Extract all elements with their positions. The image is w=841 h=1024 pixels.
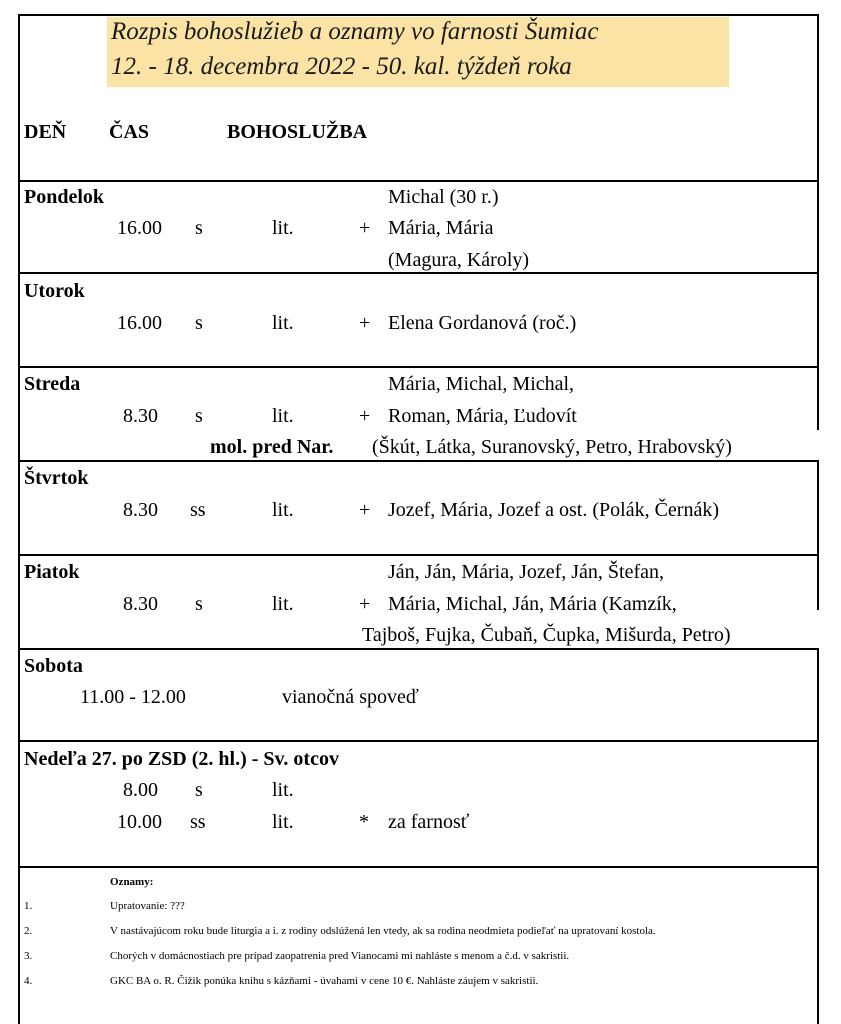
announcement-number: 4.	[24, 975, 33, 987]
day-wednesday: Streda	[24, 373, 81, 395]
prayer-label: mol. pred Nar.	[210, 436, 334, 458]
living-mark: *	[359, 811, 369, 833]
liturgy-label: lit.	[272, 779, 294, 801]
service-time: 16.00	[117, 217, 162, 239]
announcement-number: 2.	[24, 925, 33, 937]
row-divider	[18, 272, 819, 274]
frame-right-border	[817, 460, 819, 610]
frame-left-border	[18, 14, 20, 1024]
intention-line: Ján, Ján, Mária, Jozef, Ján, Štefan,	[388, 561, 665, 583]
intention-line: (Magura, Károly)	[388, 249, 530, 271]
title-line-1: Rozpis bohoslužieb a oznamy vo farnosti Šumiac	[111, 18, 599, 45]
day-tuesday: Utorok	[24, 280, 85, 302]
deceased-mark: +	[359, 217, 371, 239]
deceased-mark: +	[359, 405, 371, 427]
title-line-2: 12. - 18. decembra 2022 - 50. kal. týždeň roka	[111, 53, 572, 80]
liturgy-label: lit.	[272, 217, 294, 239]
deceased-mark: +	[359, 312, 371, 334]
row-divider	[18, 740, 819, 742]
announcement-text: GKC BA o. R. Čižik ponúka knihu s kázňami - úvahami v cene 10 €. Nahláste záujem v sakristii.	[110, 975, 539, 987]
intention-line: Michal (30 r.)	[388, 186, 499, 208]
header-time: ČAS	[109, 121, 150, 143]
deceased-mark: +	[359, 593, 371, 615]
service-time: 11.00 - 12.00	[80, 686, 186, 708]
row-divider	[18, 554, 819, 556]
service-type: ss	[190, 811, 206, 833]
service-time: 8.30	[123, 405, 158, 427]
announcement-number: 3.	[24, 950, 33, 962]
announcement-text: V nastávajúcom roku bude liturgia a i. z rodiny odslúžená len vtedy, ak sa rodina neodmieta podieľať na upratovaní kostola.	[110, 925, 656, 937]
liturgy-label: lit.	[272, 499, 294, 521]
frame-top-border	[18, 14, 819, 16]
service-type: s	[195, 312, 203, 334]
intention-line: Tajboš, Fujka, Čubaň, Čupka, Mišurda, Petro)	[362, 624, 731, 646]
deceased-mark: +	[359, 499, 371, 521]
intention-line: Mária, Mária	[388, 217, 494, 239]
row-divider	[18, 366, 819, 368]
liturgy-label: lit.	[272, 593, 294, 615]
intention-line: Mária, Michal, Michal,	[388, 373, 575, 395]
announcement-text: Chorých v domácnostiach pre prípad zaopatrenia pred Vianocami mi nahláste s menom a č.d. v sakristii.	[110, 950, 570, 962]
service-type: ss	[190, 499, 206, 521]
service-time: 8.30	[123, 593, 158, 615]
day-friday: Piatok	[24, 561, 80, 583]
service-time: 8.00	[123, 779, 158, 801]
intention-line: (Škút, Látka, Suranovský, Petro, Hrabovský)	[372, 436, 732, 458]
day-thursday: Štvrtok	[24, 467, 89, 489]
header-day: DEŇ	[24, 121, 67, 143]
row-divider	[18, 460, 819, 462]
liturgy-label: lit.	[272, 312, 294, 334]
service-type: s	[195, 593, 203, 615]
frame-right-border	[817, 648, 819, 1024]
row-divider	[18, 866, 819, 868]
service-type: s	[195, 217, 203, 239]
announcement-number: 1.	[24, 900, 33, 912]
liturgy-label: lit.	[272, 811, 294, 833]
day-saturday: Sobota	[24, 655, 83, 677]
intention-line: Jozef, Mária, Jozef a ost. (Polák, Černák)	[388, 499, 719, 521]
day-monday: Pondelok	[24, 186, 105, 208]
row-divider	[18, 648, 819, 650]
service-type: s	[195, 405, 203, 427]
day-sunday: Nedeľa 27. po ZSD (2. hl.) - Sv. otcov	[24, 748, 339, 770]
service-time: 8.30	[123, 499, 158, 521]
header-service: BOHOSLUŽBA	[227, 121, 368, 143]
row-divider	[18, 180, 819, 182]
intention-line: Mária, Michal, Ján, Mária (Kamzík,	[388, 593, 677, 615]
service-time: 16.00	[117, 312, 162, 334]
intention-line: Elena Gordanová (roč.)	[388, 312, 577, 334]
service-type: s	[195, 779, 203, 801]
announcements-heading: Oznamy:	[110, 876, 154, 888]
intention-line: za farnosť	[388, 811, 470, 833]
intention-line: Roman, Mária, Ľudovít	[388, 405, 577, 427]
announcement-text: Upratovanie: ???	[110, 900, 185, 912]
liturgy-label: lit.	[272, 405, 294, 427]
service-time: 10.00	[117, 811, 162, 833]
saturday-event: vianočná spoveď	[282, 686, 419, 708]
